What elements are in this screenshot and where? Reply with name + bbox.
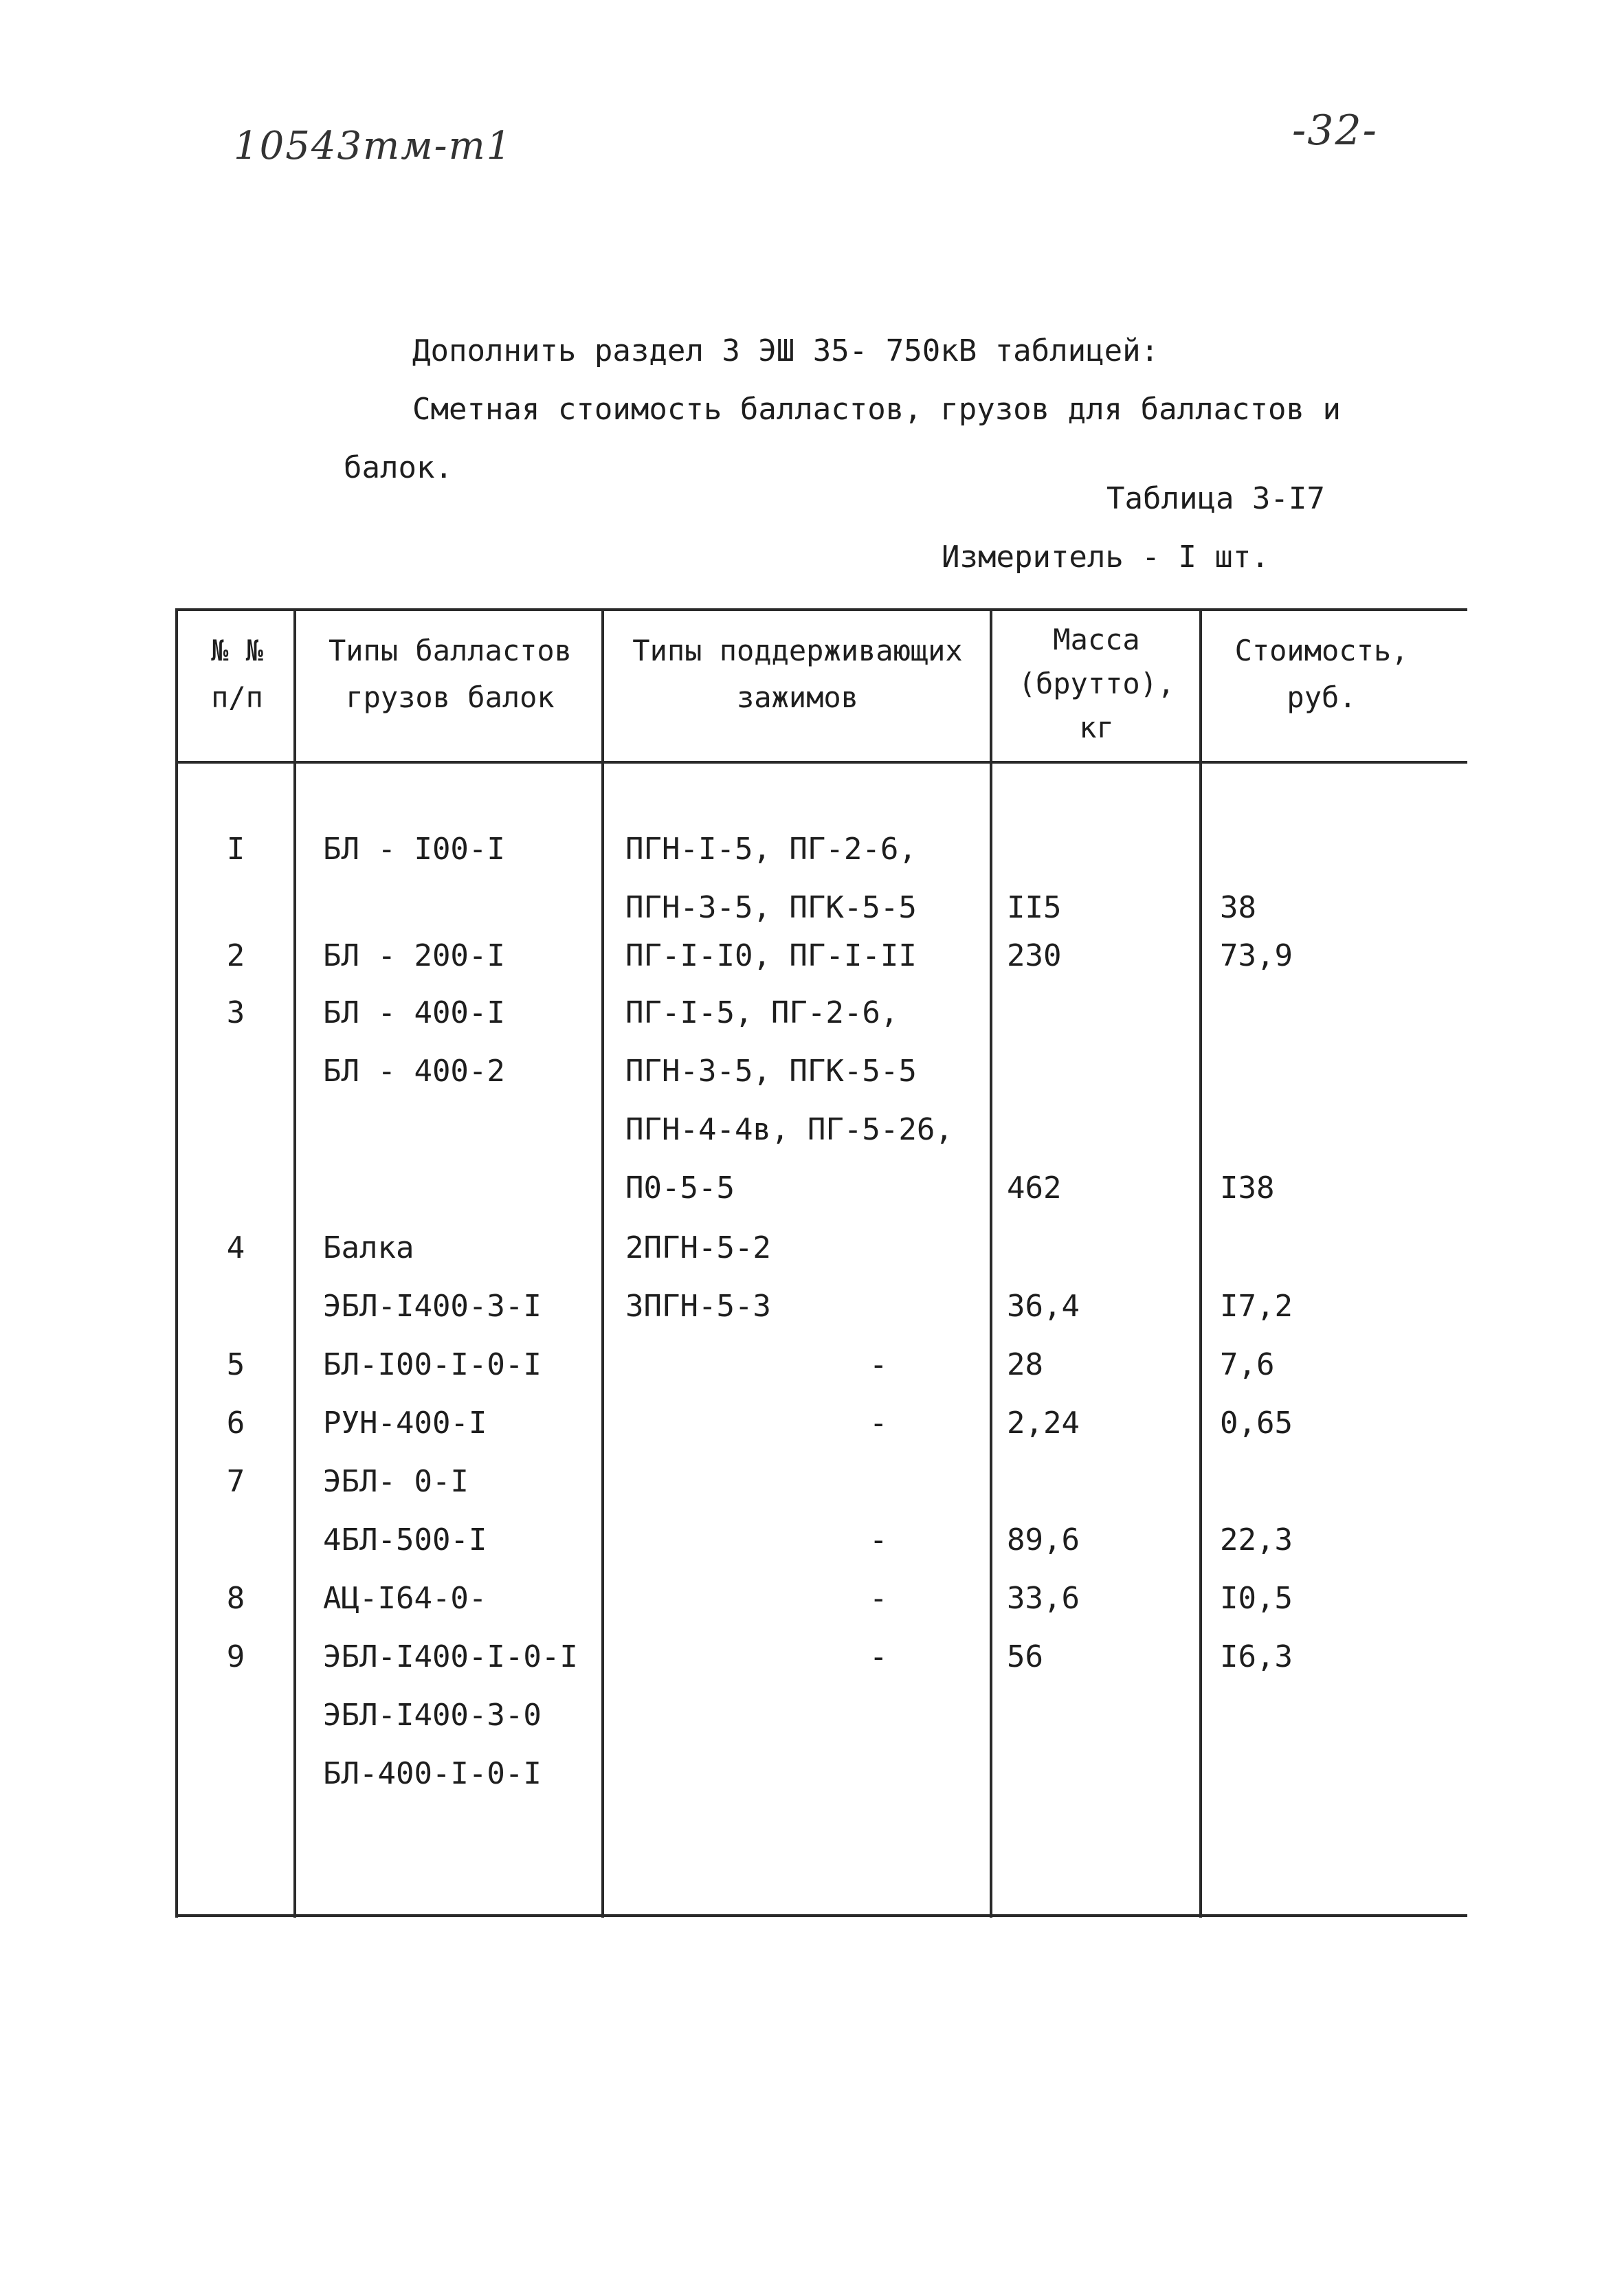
page-number: -32-	[1292, 107, 1378, 155]
row-type: БЛ - 400-I	[323, 995, 505, 1030]
row-num: 9	[226, 1639, 245, 1674]
row-type: ЭБЛ-I400-3-I	[323, 1289, 542, 1324]
intro-line-2: Сметная стоимость балластов, грузов для балластов и	[412, 392, 1342, 427]
header-bottom-rule	[175, 761, 1467, 764]
column-divider	[293, 608, 296, 1918]
row-num: 2	[226, 938, 245, 973]
row-num: 6	[226, 1406, 245, 1441]
row-num: 5	[226, 1347, 245, 1382]
header-num: № № п/п	[211, 634, 263, 714]
row-clamp: -	[869, 1581, 888, 1616]
row-type: ЭБЛ-I400-I-0-I	[323, 1639, 578, 1674]
row-num: 8	[226, 1581, 245, 1616]
row-type: АЦ-I64-0-	[323, 1581, 487, 1616]
row-cost: 22,3	[1220, 1522, 1293, 1557]
row-type: ЭБЛ-I400-3-0	[323, 1698, 542, 1733]
row-num: 7	[226, 1464, 245, 1499]
row-type: БЛ - 400-2	[323, 1054, 505, 1089]
row-type: БЛ-I00-I-0-I	[323, 1347, 542, 1382]
row-num: 4	[226, 1230, 245, 1265]
row-mass: 462	[1007, 1171, 1062, 1206]
row-clamp: 2ПГН-5-2	[625, 1230, 771, 1265]
row-cost: I0,5	[1220, 1581, 1293, 1616]
column-divider	[175, 608, 178, 1918]
row-clamp: ПГН-3-5, ПГК-5-5	[625, 890, 917, 925]
row-type: БЛ - I00-I	[323, 832, 505, 867]
table-label: Таблица 3-I7	[1106, 481, 1325, 516]
header-cost: Стоимость, руб.	[1234, 634, 1409, 714]
row-cost: I6,3	[1220, 1639, 1293, 1674]
document-code: 10543тм-т1	[234, 124, 513, 168]
row-cost: 0,65	[1220, 1406, 1293, 1441]
row-type: 4БЛ-500-I	[323, 1522, 487, 1557]
row-mass: 28	[1007, 1347, 1043, 1382]
row-clamp: ПГ-I-I0, ПГ-I-II	[625, 938, 917, 973]
row-mass: 2,24	[1007, 1406, 1080, 1441]
row-clamp: -	[869, 1406, 888, 1441]
row-mass: II5	[1007, 890, 1062, 925]
header-types: Типы балластов грузов балок	[328, 634, 572, 714]
row-clamp: ПГН-I-5, ПГ-2-6,	[625, 832, 917, 867]
row-cost: I38	[1220, 1171, 1275, 1206]
row-clamp: ПГ-I-5, ПГ-2-6,	[625, 995, 899, 1030]
measurement-unit: Измеритель - I шт.	[942, 540, 1269, 575]
row-mass: 36,4	[1007, 1289, 1080, 1324]
row-num: I	[226, 832, 245, 867]
row-type: Балка	[323, 1230, 414, 1265]
row-mass: 56	[1007, 1639, 1043, 1674]
intro-line-3: балок.	[344, 450, 453, 485]
row-type: БЛ-400-I-0-I	[323, 1756, 542, 1791]
cost-table	[175, 608, 1440, 1918]
row-clamp: -	[869, 1639, 888, 1674]
row-cost: 38	[1220, 890, 1256, 925]
row-clamp: -	[869, 1522, 888, 1557]
row-mass: 230	[1007, 938, 1062, 973]
intro-line-1: Дополнить раздел 3 ЭШ 35- 750кВ таблицей:	[412, 333, 1159, 368]
header-mass: Масса (брутто), кг	[1018, 623, 1175, 744]
row-clamp: П0-5-5	[625, 1171, 735, 1206]
row-clamp: -	[869, 1347, 888, 1382]
row-cost: 7,6	[1220, 1347, 1275, 1382]
row-type: БЛ - 200-I	[323, 938, 505, 973]
row-mass: 89,6	[1007, 1522, 1080, 1557]
column-divider	[990, 608, 992, 1918]
table-bottom-rule	[175, 1914, 1467, 1917]
row-type: РУН-400-I	[323, 1406, 487, 1441]
column-divider	[1199, 608, 1202, 1918]
row-mass: 33,6	[1007, 1581, 1080, 1616]
row-num: 3	[226, 995, 245, 1030]
row-clamp: 3ПГН-5-3	[625, 1289, 771, 1324]
row-cost: 73,9	[1220, 938, 1293, 973]
column-divider	[601, 608, 604, 1918]
row-clamp: ПГН-4-4в, ПГ-5-26,	[625, 1112, 953, 1147]
row-clamp: ПГН-3-5, ПГК-5-5	[625, 1054, 917, 1089]
row-type: ЭБЛ- 0-I	[323, 1464, 469, 1499]
table-top-rule	[175, 608, 1467, 611]
header-clamps: Типы поддерживающих зажимов	[632, 634, 963, 714]
row-cost: I7,2	[1220, 1289, 1293, 1324]
